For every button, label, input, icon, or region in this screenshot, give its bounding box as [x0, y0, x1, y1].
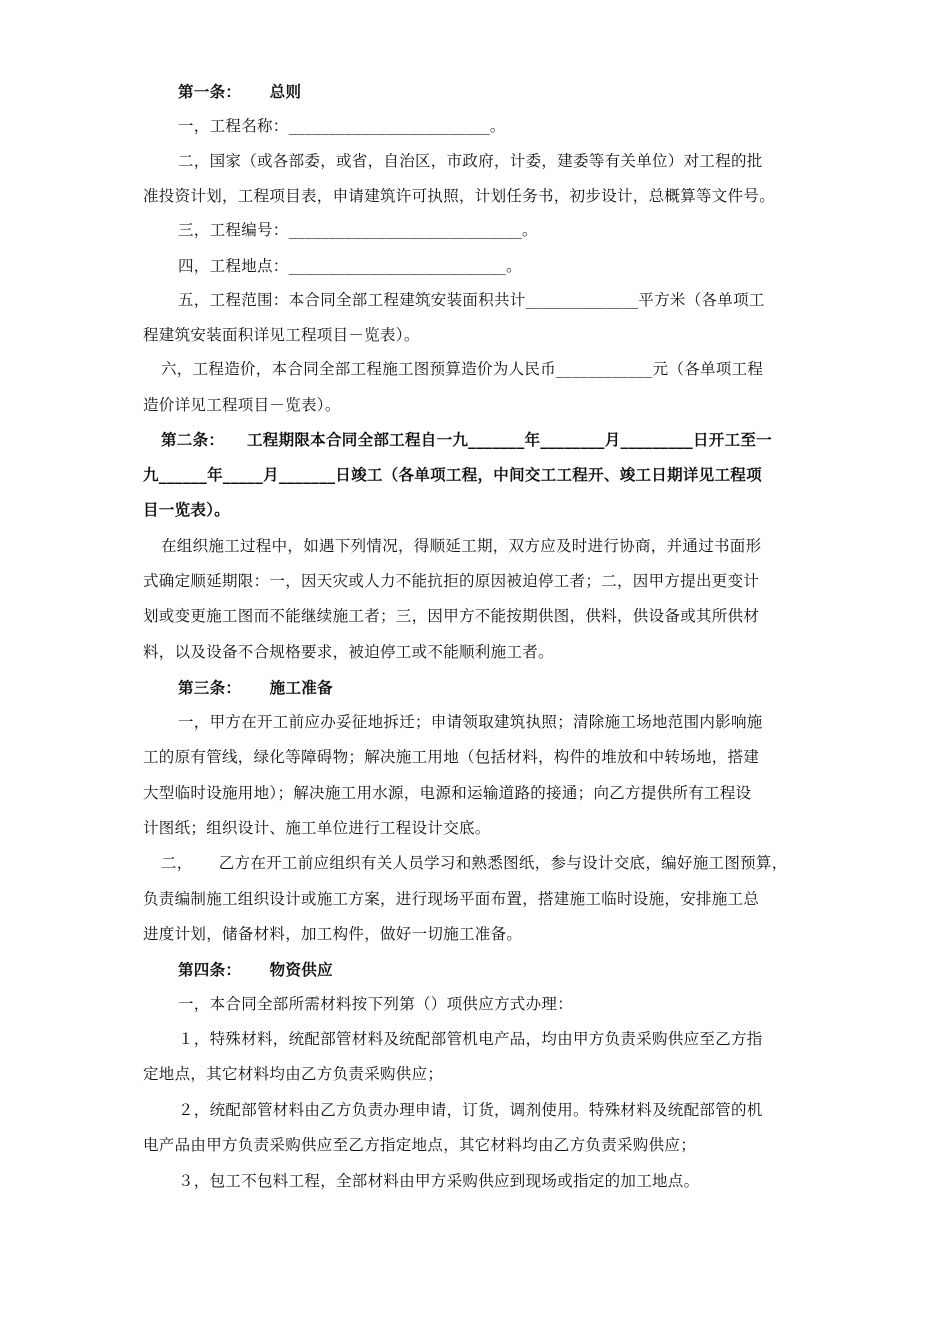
paragraph-line: 造价详见工程项目－览表）。: [143, 396, 341, 414]
paragraph-line: 计图纸；组织设计、施工单位进行工程设计交底。: [143, 819, 491, 837]
project-number-line: 三，工程编号：_____________________________。: [178, 221, 538, 239]
paragraph-line: ３，包工不包料工程，全部材料由甲方采购供应到现场或指定的加工地点。: [178, 1172, 700, 1190]
paragraph-line: ２，统配部管材料由乙方负责办理申请，订货，调剂使用。特殊材料及统配部管的机: [178, 1101, 763, 1119]
project-name-line: 一，工程名称：_________________________。: [178, 117, 506, 135]
paragraph-line: 进度计划，储备材料，加工构件，做好一切施工准备。: [143, 925, 523, 943]
paragraph-line: １，特殊材料，统配部管材料及统配部管机电产品，均由甲方负责采购供应至乙方指: [178, 1030, 763, 1048]
paragraph-line: 六，工程造价，本合同全部工程施工图预算造价为人民币____________元（各单项工程: [161, 360, 764, 378]
paragraph-line: 工的原有管线，绿化等障碍物；解决施工用地（包括材料，构件的堆放和中转场地，搭建: [143, 748, 760, 766]
paragraph-line: 负责编制施工组织设计或施工方案，进行现场平面布置，搭建施工临时设施，安排施工总: [143, 890, 760, 908]
paragraph-line: 五，工程范围：本合同全部工程建筑安装面积共计______________平方米（各单项工: [178, 291, 765, 309]
paragraph-line: 在组织施工过程中，如遇下列情况，得顺延工期，双方应及时进行协商，并通过书面形: [161, 537, 762, 555]
article-2-line: 目一览表）。: [143, 500, 231, 519]
article-3-heading: 第三条： 施工准备: [178, 678, 333, 697]
paragraph-line: 一，本合同全部所需材料按下列第（）项供应方式办理：: [178, 995, 574, 1013]
paragraph-line: 大型临时设施用地）；解决施工用水源，电源和运输道路的接通；向乙方提供所有工程设: [143, 784, 752, 802]
article-4-heading: 第四条： 物资供应: [178, 960, 333, 979]
paragraph-line: 二， 乙方在开工前应组织有关人员学习和熟悉图纸，参与设计交底，编好施工图预算，: [161, 854, 788, 872]
paragraph-line: 式确定顺延期限：一，因天灾或人力不能抗拒的原因被迫停工者；二，因甲方提出更变计: [143, 572, 760, 590]
article-1-heading: 第一条： 总则: [178, 82, 302, 101]
article-2-heading: 第二条： 工程期限本合同全部工程自一九_______年________月_________日开工至一: [161, 430, 772, 449]
paragraph-line: 程建筑安装面积详见工程项目－览表）。: [143, 326, 420, 344]
article-2-line: 九______年_____月_______日竣工（各单项工程，中间交工工程开、竣工日期详见工程项: [143, 465, 762, 484]
project-location-line: 四，工程地点：___________________________。: [178, 257, 522, 275]
paragraph-line: 料，以及设备不合规格要求，被迫停工或不能顺利施工者。: [143, 643, 554, 661]
paragraph-line: 定地点，其它材料均由乙方负责采购供应；: [143, 1065, 444, 1083]
paragraph-line: 准投资计划，工程项目表，申请建筑许可执照，计划任务书，初步设计，总概算等文件号。: [143, 187, 776, 205]
paragraph-line: 电产品由甲方负责采购供应至乙方指定地点，其它材料均由乙方负责采购供应；: [143, 1136, 697, 1154]
paragraph-line: 一，甲方在开工前应办妥征地拆迁；申请领取建筑执照；清除施工场地范围内影响施: [178, 713, 763, 731]
paragraph-line: 划或变更施工图而不能继续施工者；三，因甲方不能按期供图，供料，供设备或其所供材: [143, 607, 760, 625]
paragraph-line: 二，国家（或各部委，或省，自治区，市政府，计委，建委等有关单位）对工程的批: [178, 152, 763, 170]
